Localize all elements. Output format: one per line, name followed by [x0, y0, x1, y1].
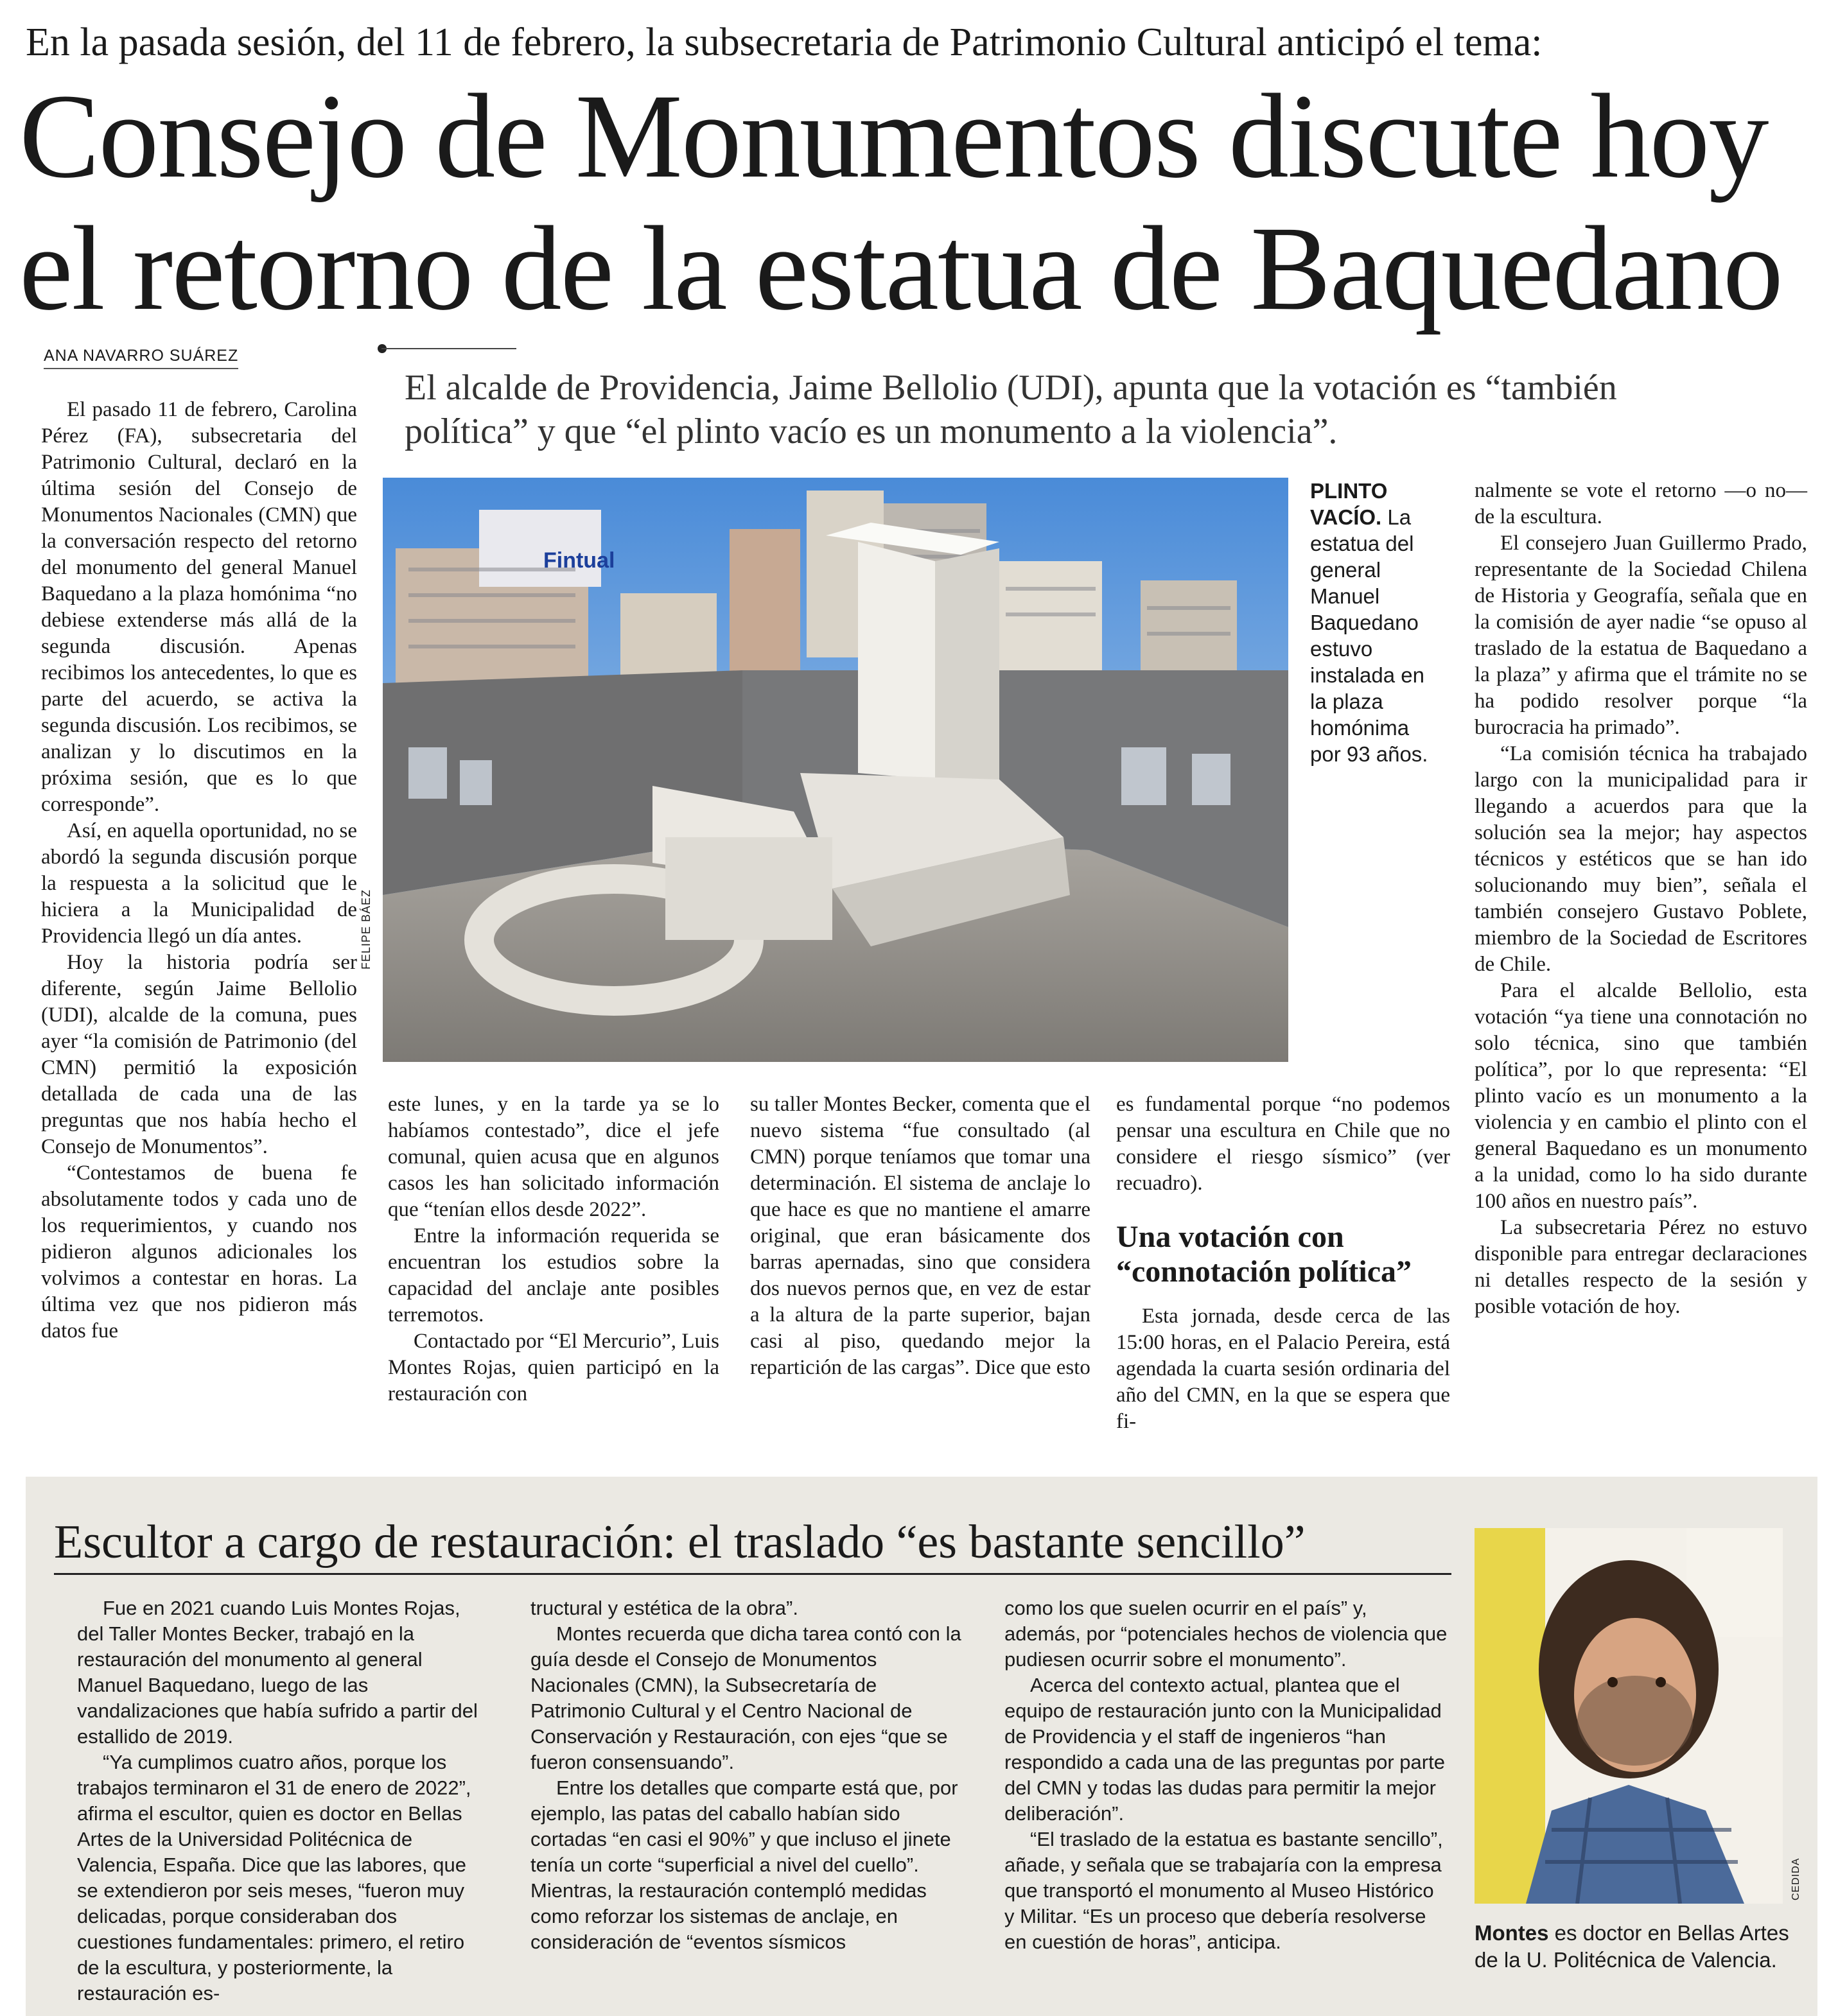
paragraph: “Ya cumplimos cuatro años, porque los trabajos terminaron el 31 de enero de 2022”, afirma el escultor, quien es doctor en Bellas Artes de la Universidad Politécnica de Valencia, España. Dice que las labores, que se extendieron por seis meses, “fueron muy delicadas, porque consideraban dos cuestiones fundamentales: primero, el retiro de la escultura, y posteriormente, la restauración es- [77, 1751, 471, 2004]
portrait-caption-text: es doctor en Bellas Artes de la U. Politécnica de Valencia. [1475, 1921, 1789, 1972]
paragraph: Contactado por “El Mercurio”, Luis Montes Rojas, quien participó en la restauración con [388, 1330, 719, 1405]
paragraph: El pasado 11 de febrero, Carolina Pérez (FA), subsecretaria del Patrimonio Cultural, declaró en la última sesión del Consejo de Monumentos Nacionales (CMN) que la conversación respecto del retorno del monumento del general Manuel Baquedano a la plaza homónima “no debiese extenderse más allá de la segunda discusión. Apenas recibimos los antecedentes, lo que es parte del acuerdo, se activa la segunda discusión. Los recibimos, se analizan y lo discutimos en la próxima sesión, que es lo que corresponde”. [41, 398, 357, 816]
paragraph: Entre la información requerida se encuentran los estudios sobre la capacidad del anclaje ante posibles terremotos. [388, 1224, 719, 1326]
pullquote: El alcalde de Providencia, Jaime Bellolio (UDI), apunta que la votación es “también política” y que “el plinto vacío es un monumento a la violencia”. [405, 368, 1617, 451]
paragraph: Esta jornada, desde cerca de las 15:00 horas, en el Palacio Pereira, está agendada la cuarta sesión ordinaria del año del CMN, en la que se espera que fi- [1116, 1305, 1450, 1433]
paragraph: Fue en 2021 cuando Luis Montes Rojas, del Taller Montes Becker, trabajó en la restauración del monumento al general Manuel Baquedano, luego de las vandalizaciones que había sufrido a partir del estallido de 2019. [77, 1597, 478, 1748]
box-column-3 [1004, 1595, 1448, 1955]
paragraph: su taller Montes Becker, comenta que el nuevo sistema “fue consultado (al CMN) porque teníamos que tomar una determinación. El sistema de anclaje lo que hace es que no mantiene el amarre original, que eran básicamente dos barras apernadas, sino que considera dos nuevos pernos que, en vez de estar a la altura de la parte superior, bajan casi al piso, quedando mejor la repartición de las cargas”. Dice que esto [750, 1093, 1090, 1379]
paragraph: Entre los detalles que comparte está que, por ejemplo, las patas del caballo habían sido cortadas “en casi el 90%” y que incluso el jinete tenía un corte “superficial a nivel del cuello”. Mientras, la restauración contempló medidas como reforzar los sistemas de anclaje, en consideración de “eventos sísmicos [530, 1777, 958, 1953]
subheading: Una votación con “connotación política” [1116, 1220, 1412, 1289]
photo-credit: FELIPE BÁEZ [360, 889, 372, 969]
billboard-text: Fintual [543, 548, 615, 573]
paragraph: tructural y estética de la obra”. [530, 1597, 798, 1619]
portrait-caption-name: Montes [1475, 1921, 1549, 1945]
body-column-1 [41, 397, 357, 1344]
body-column-4 [1116, 1091, 1450, 1197]
paragraph: La subsecretaria Pérez no estuvo disponible para entregar declaraciones ni detalles respecto de la sesión y posible votación de hoy. [1475, 1216, 1807, 1318]
pullquote-rule [381, 348, 516, 349]
body-column-5 [1475, 478, 1807, 1320]
photo-caption [1310, 478, 1439, 767]
paragraph: como los que suelen ocurrir en el país” y, además, por “potenciales hechos de violencia que pudiesen ocurrir sobre el monumento”. [1004, 1597, 1448, 1671]
box-column-2 [530, 1595, 967, 1955]
caption-title: PLINTO VACÍO. [1310, 479, 1388, 529]
plinth-photo [383, 478, 1288, 1062]
sculptor-portrait [1475, 1528, 1783, 1904]
caption-text: La estatua del general Manuel Baquedano estuvo instalada en la plaza homónima por 93 años. [1310, 505, 1428, 766]
box-column-1 [77, 1595, 488, 2006]
paragraph: El consejero Juan Guillermo Prado, representante de la Sociedad Chilena de Historia y Geografía, señala que en la comisión de ayer nadie “se opuso al traslado de la estatua de Baquedano a la plaza” y afirma que el trámite no se ha podido resolver porque “la burocracia ha primado”. [1475, 532, 1807, 739]
paragraph: nalmente se vote el retorno —o no— de la escultura. [1475, 479, 1807, 528]
paragraph: Acerca del contexto actual, plantea que el equipo de restauración junto con la Municipalidad de Providencia y el staff de ingenieros “han respondido a cada una de las preguntas por parte del CMN y todas las dudas para permitir la mejor deliberación”. [1004, 1674, 1445, 1825]
headline-line-1: Consejo de Monumentos discute hoy [19, 69, 1768, 203]
paragraph: este lunes, y en la tarde ya se lo habíamos contestado”, dice el jefe comunal, quien acusa que en algunos casos les han solicitado información que “tenían ellos desde 2022”. [388, 1093, 719, 1221]
body-column-3 [750, 1091, 1090, 1445]
paragraph: Montes recuerda que dicha tarea contó con la guía desde el Consejo de Monumentos Nacionales (CMN), la Subsecretaría de Patrimonio Cultural y el Centro Nacional de Conservación y Restauración, con ejes “que se fueron consensuando”. [530, 1622, 961, 1773]
body-column-2 [388, 1091, 719, 1445]
box-title-rule [54, 1573, 1451, 1575]
kicker: En la pasada sesión, del 11 de febrero, la subsecretaria de Patrimonio Cultural anticipó el tema: [26, 21, 1543, 64]
paragraph: Para el alcalde Bellolio, esta votación “ya tiene una connotación no solo técnica, sino que también política”, por lo que representa: “El plinto vacío es un monumento a la violencia y en cambio el plinto con el general Baquedano es un monumento a la unidad, como lo ha sido durante 100 años en nuestro país”. [1475, 979, 1807, 1213]
portrait-caption [1475, 1920, 1808, 1974]
paragraph: es fundamental porque “no podemos pensar una escultura en Chile que no considere el riesgo sísmico” (ver recuadro). [1116, 1093, 1450, 1195]
box-title: Escultor a cargo de restauración: el traslado “es bastante sencillo” [54, 1516, 1306, 1568]
paragraph: “La comisión técnica ha trabajado largo con la municipalidad para ir llegando a acuerdos para que la solución sea la mejor; hay aspectos técnicos y estéticos que se han ido solucionando muy bien”, señala el también consejero Gustavo Poblete, miembro de la Sociedad de Escritores de Chile. [1475, 742, 1807, 976]
paragraph: “Contestamos de buena fe absolutamente todos y cada uno de los requerimientos, y cuando nos pidieron algunos adicionales los volvimos a contestar en horas. La última vez que nos pidieron más datos fue [41, 1161, 357, 1343]
paragraph: “El traslado de la estatua es bastante sencillo”, añade, y señala que se trabajaría con la empresa que transportó el monumento al Museo Histórico y Militar. “Es un proceso que debería resolverse en cuestión de horas”, anticipa. [1004, 1828, 1443, 1953]
paragraph: Así, en aquella oportunidad, no se abordó la segunda discusión porque la respuesta a la solicitud que le hiciera a la Municipalidad de Providencia llegó un día antes. [41, 819, 357, 948]
portrait-credit: CEDIDA [1790, 1857, 1801, 1900]
byline: ANA NAVARRO SUÁREZ [44, 347, 238, 369]
body-column-4b [1116, 1303, 1450, 1435]
paragraph: Hoy la historia podría ser diferente, según Jaime Bellolio (UDI), alcalde de la comuna, pues ayer “la comisión de Patrimonio (del CMN) permitió la exposición detallada de cada una de las preguntas que nos había hecho el Consejo de Monumentos”. [41, 951, 357, 1158]
headline-line-2: el retorno de la estatua de Baquedano [19, 201, 1782, 335]
